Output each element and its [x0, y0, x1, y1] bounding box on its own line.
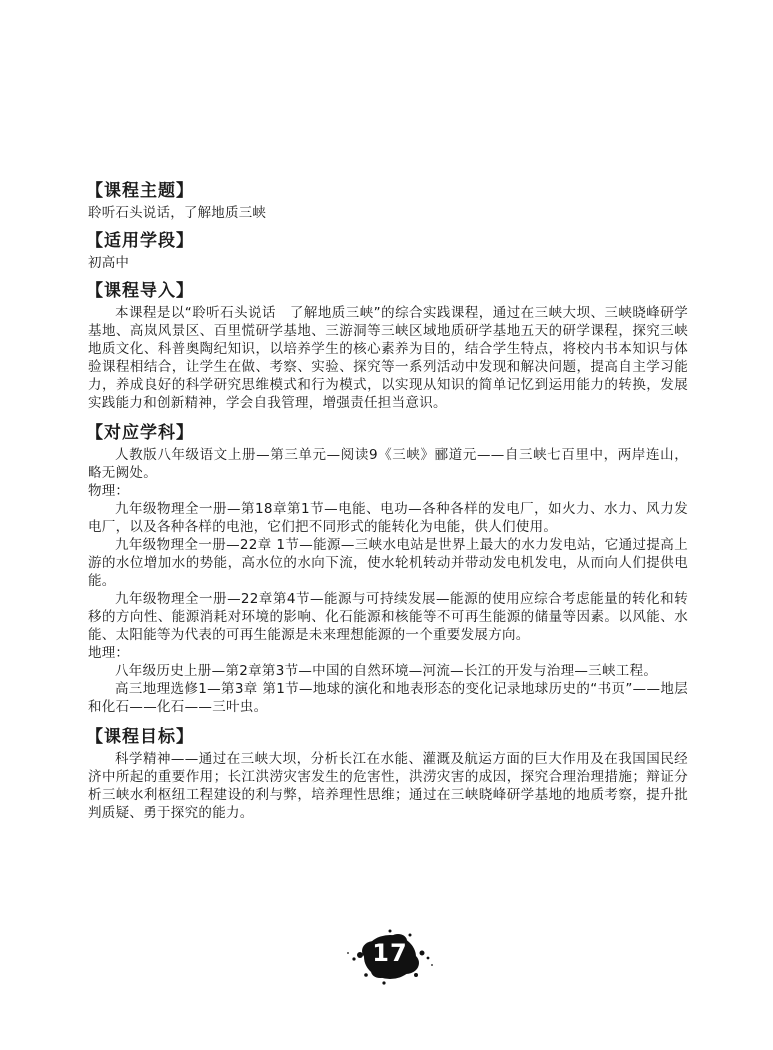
goals-heading: 【课程目标】 — [86, 727, 194, 747]
goals-paragraph: 科学精神——通过在三峡大坝，分析长江在水能、灌溉及航运方面的巨大作用及在我国国民经济中所起的重要作用；长江洪涝灾害发生的危害性，洪涝灾害的成因，探究合理治理措施；辩证分析三峡水利枢纽工程建设的利与弊，培养理性思维；通过在三峡晓峰研学基地的地质考察，提升批判质疑、勇于探究的能力。 — [88, 751, 688, 821]
physics-paragraph: 九年级物理全一册—第18章第1节—电能、电功—各种各样的发电厂，如火力、水力、风力发电厂，以及各种各样的电池，它们把不同形式的能转化为电能，供人们使用。 — [88, 501, 688, 535]
page-content — [88, 178, 688, 822]
chinese-subject-paragraph: 人教版八年级语文上册—第三单元—阅读9《三峡》郦道元——自三峡七百里中，两岸连山，略无阙处。 — [88, 447, 688, 481]
geography-paragraph: 八年级历史上册—第2章第3节—中国的自然环境—河流—长江的开发与治理—三峡工程。 — [115, 663, 658, 679]
intro-heading: 【课程导入】 — [86, 281, 194, 301]
theme-heading: 【课程主题】 — [86, 181, 194, 201]
geography-paragraph: 高三地理选修1—第3章 第1节—地球的演化和地表形态的变化记录地球历史的“书页”——地层和化石——化石——三叶虫。 — [88, 681, 688, 715]
theme-text: 聆听石头说话，了解地质三峡 — [88, 205, 267, 221]
physics-paragraph: 九年级物理全一册—22章第4节—能源与可持续发展—能源的使用应综合考虑能量的转化和转移的方向性、能源消耗对环境的影响、化石能源和核能等不可再生能源的储量等因素。以风能、水能、太阳能等为代表的可再生能源是未来理想能源的一个重要发展方向。 — [88, 591, 688, 643]
page-number: 17 — [372, 939, 408, 967]
physics-label: 物理： — [88, 483, 130, 499]
subjects-heading: 【对应学科】 — [86, 423, 194, 443]
stage-text: 初高中 — [88, 255, 130, 271]
stage-heading: 【适用学段】 — [86, 231, 194, 251]
page-number-badge — [340, 925, 440, 989]
physics-paragraph: 九年级物理全一册—22章 1节—能源—三峡水电站是世界上最大的水力发电站，它通过提高上游的水位增加水的势能，高水位的水向下流，使水轮机转动并带动发电机发电，从而向人们提供电能。 — [88, 537, 688, 589]
geography-label: 地理： — [88, 645, 130, 661]
intro-paragraph: 本课程是以“聆听石头说话 了解地质三峡”的综合实践课程，通过在三峡大坝、三峡晓峰研学基地、高岚风景区、百里慌研学基地、三游洞等三峡区域地质研学基地五天的研学课程，探究三峡地质文化、科普奥陶纪知识，以培养学生的核心素养为目的，结合学生特点，将校内书本知识与体验课程相结合，让学生在做、考察、实验、探究等一系列活动中发现和解决问题，提高自主学习能力，养成良好的科学研究思维模式和行为模式，以实现从知识的简单记忆到运用能力的转换，发展实践能力和创新精神，学会自我管理，增强责任担当意识。 — [88, 305, 688, 411]
